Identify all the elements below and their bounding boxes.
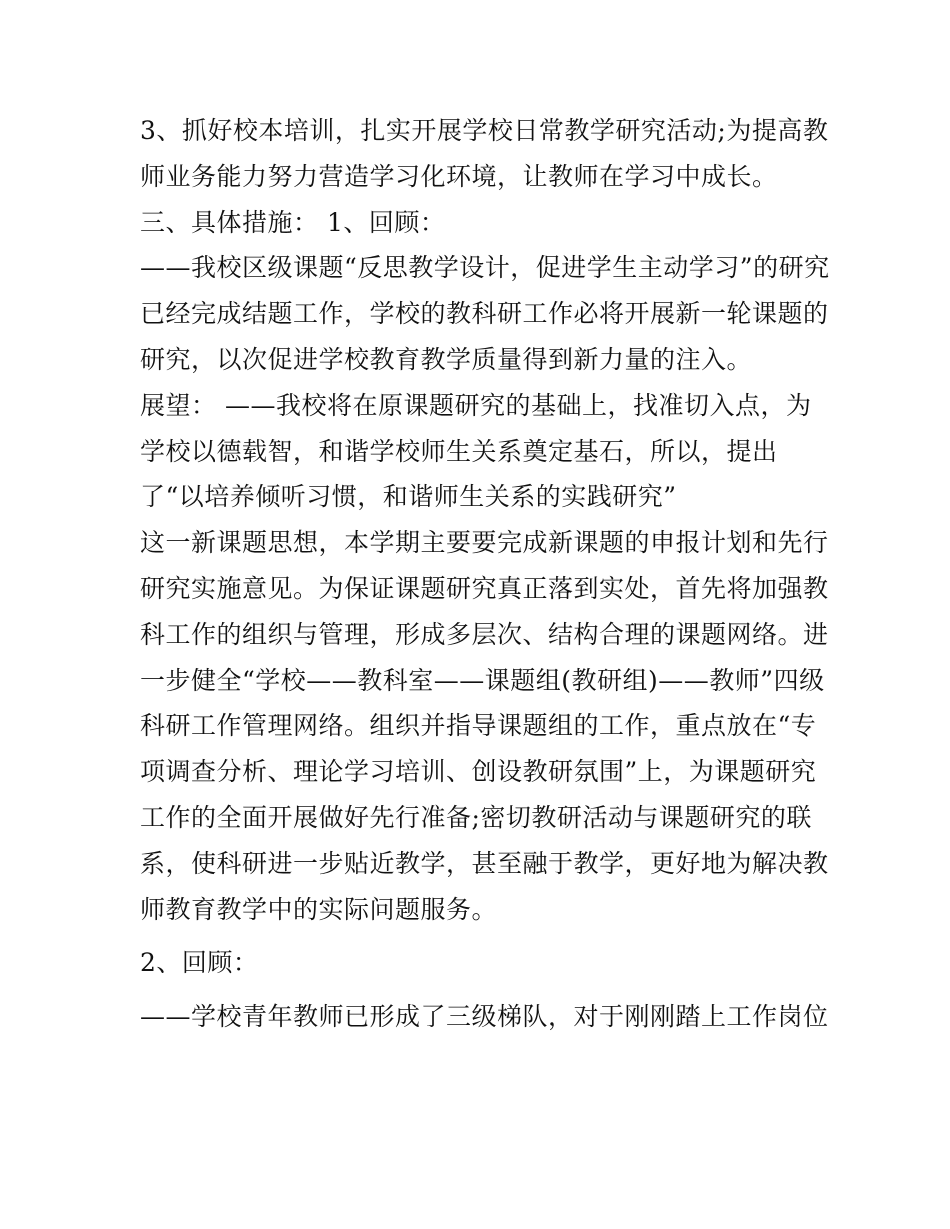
text-line: 了“以培养倾听习惯，和谐师生关系的实践研究” [140,482,677,512]
text-line: 师教育教学中的实际问题服务。 [140,894,498,924]
text-line: 这一新课题思想，本学期主要要完成新课题的申报计划和先行 [140,528,829,558]
text-line: 展望： ——我校将在原课题研究的基础上，找准切入点，为 [140,390,812,420]
section-heading: 三、具体措施： 1、回顾： [140,207,446,237]
text-line: 工作的全面开展做好先行准备;密切教研活动与课题研究的联 [140,802,812,832]
text-line: 师业务能力努力营造学习化环境，让教师在学习中成长。 [140,161,778,191]
text-line: 3、抓好校本培训，扎实开展学校日常教学研究活动;为提高教 [140,116,829,145]
text-line: 科研工作管理网络。组织并指导课题组的工作，重点放在“专 [140,711,817,741]
text-line: 科工作的组织与管理，形成多层次、结构合理的课题网络。进 [140,619,829,649]
text-line: 研究，以次促进学校教育教学质量得到新力量的注入。 [140,344,753,374]
text-line: 一步健全“学校——教科室——课题组(教研组)——教师”四级 [140,665,825,695]
text-line: ——我校区级课题“反思教学设计，促进学生主动学习”的研究 [140,253,830,283]
text-line: 系，使科研进一步贴近教学，甚至融于教学，更好地为解决教 [140,848,829,878]
text-line: 已经完成结题工作，学校的教科研工作必将开展新一轮课题的 [140,299,829,329]
text-line: ——学校青年教师已形成了三级梯队，对于刚刚踏上工作岗位 [140,1002,829,1032]
document-body [140,108,830,1040]
section-heading: 2、回顾： [140,948,259,978]
text-line: 研究实施意见。为保证课题研究真正落到实处，首先将加强教 [140,573,829,603]
text-line: 学校以德载智，和谐学校师生关系奠定基石，所以，提出 [140,436,778,466]
paragraph-gap [140,986,820,994]
text-line: 项调查分析、理论学习培训、创设教研氛围”上，为课题研究 [140,757,817,787]
paragraph-gap [140,932,820,940]
